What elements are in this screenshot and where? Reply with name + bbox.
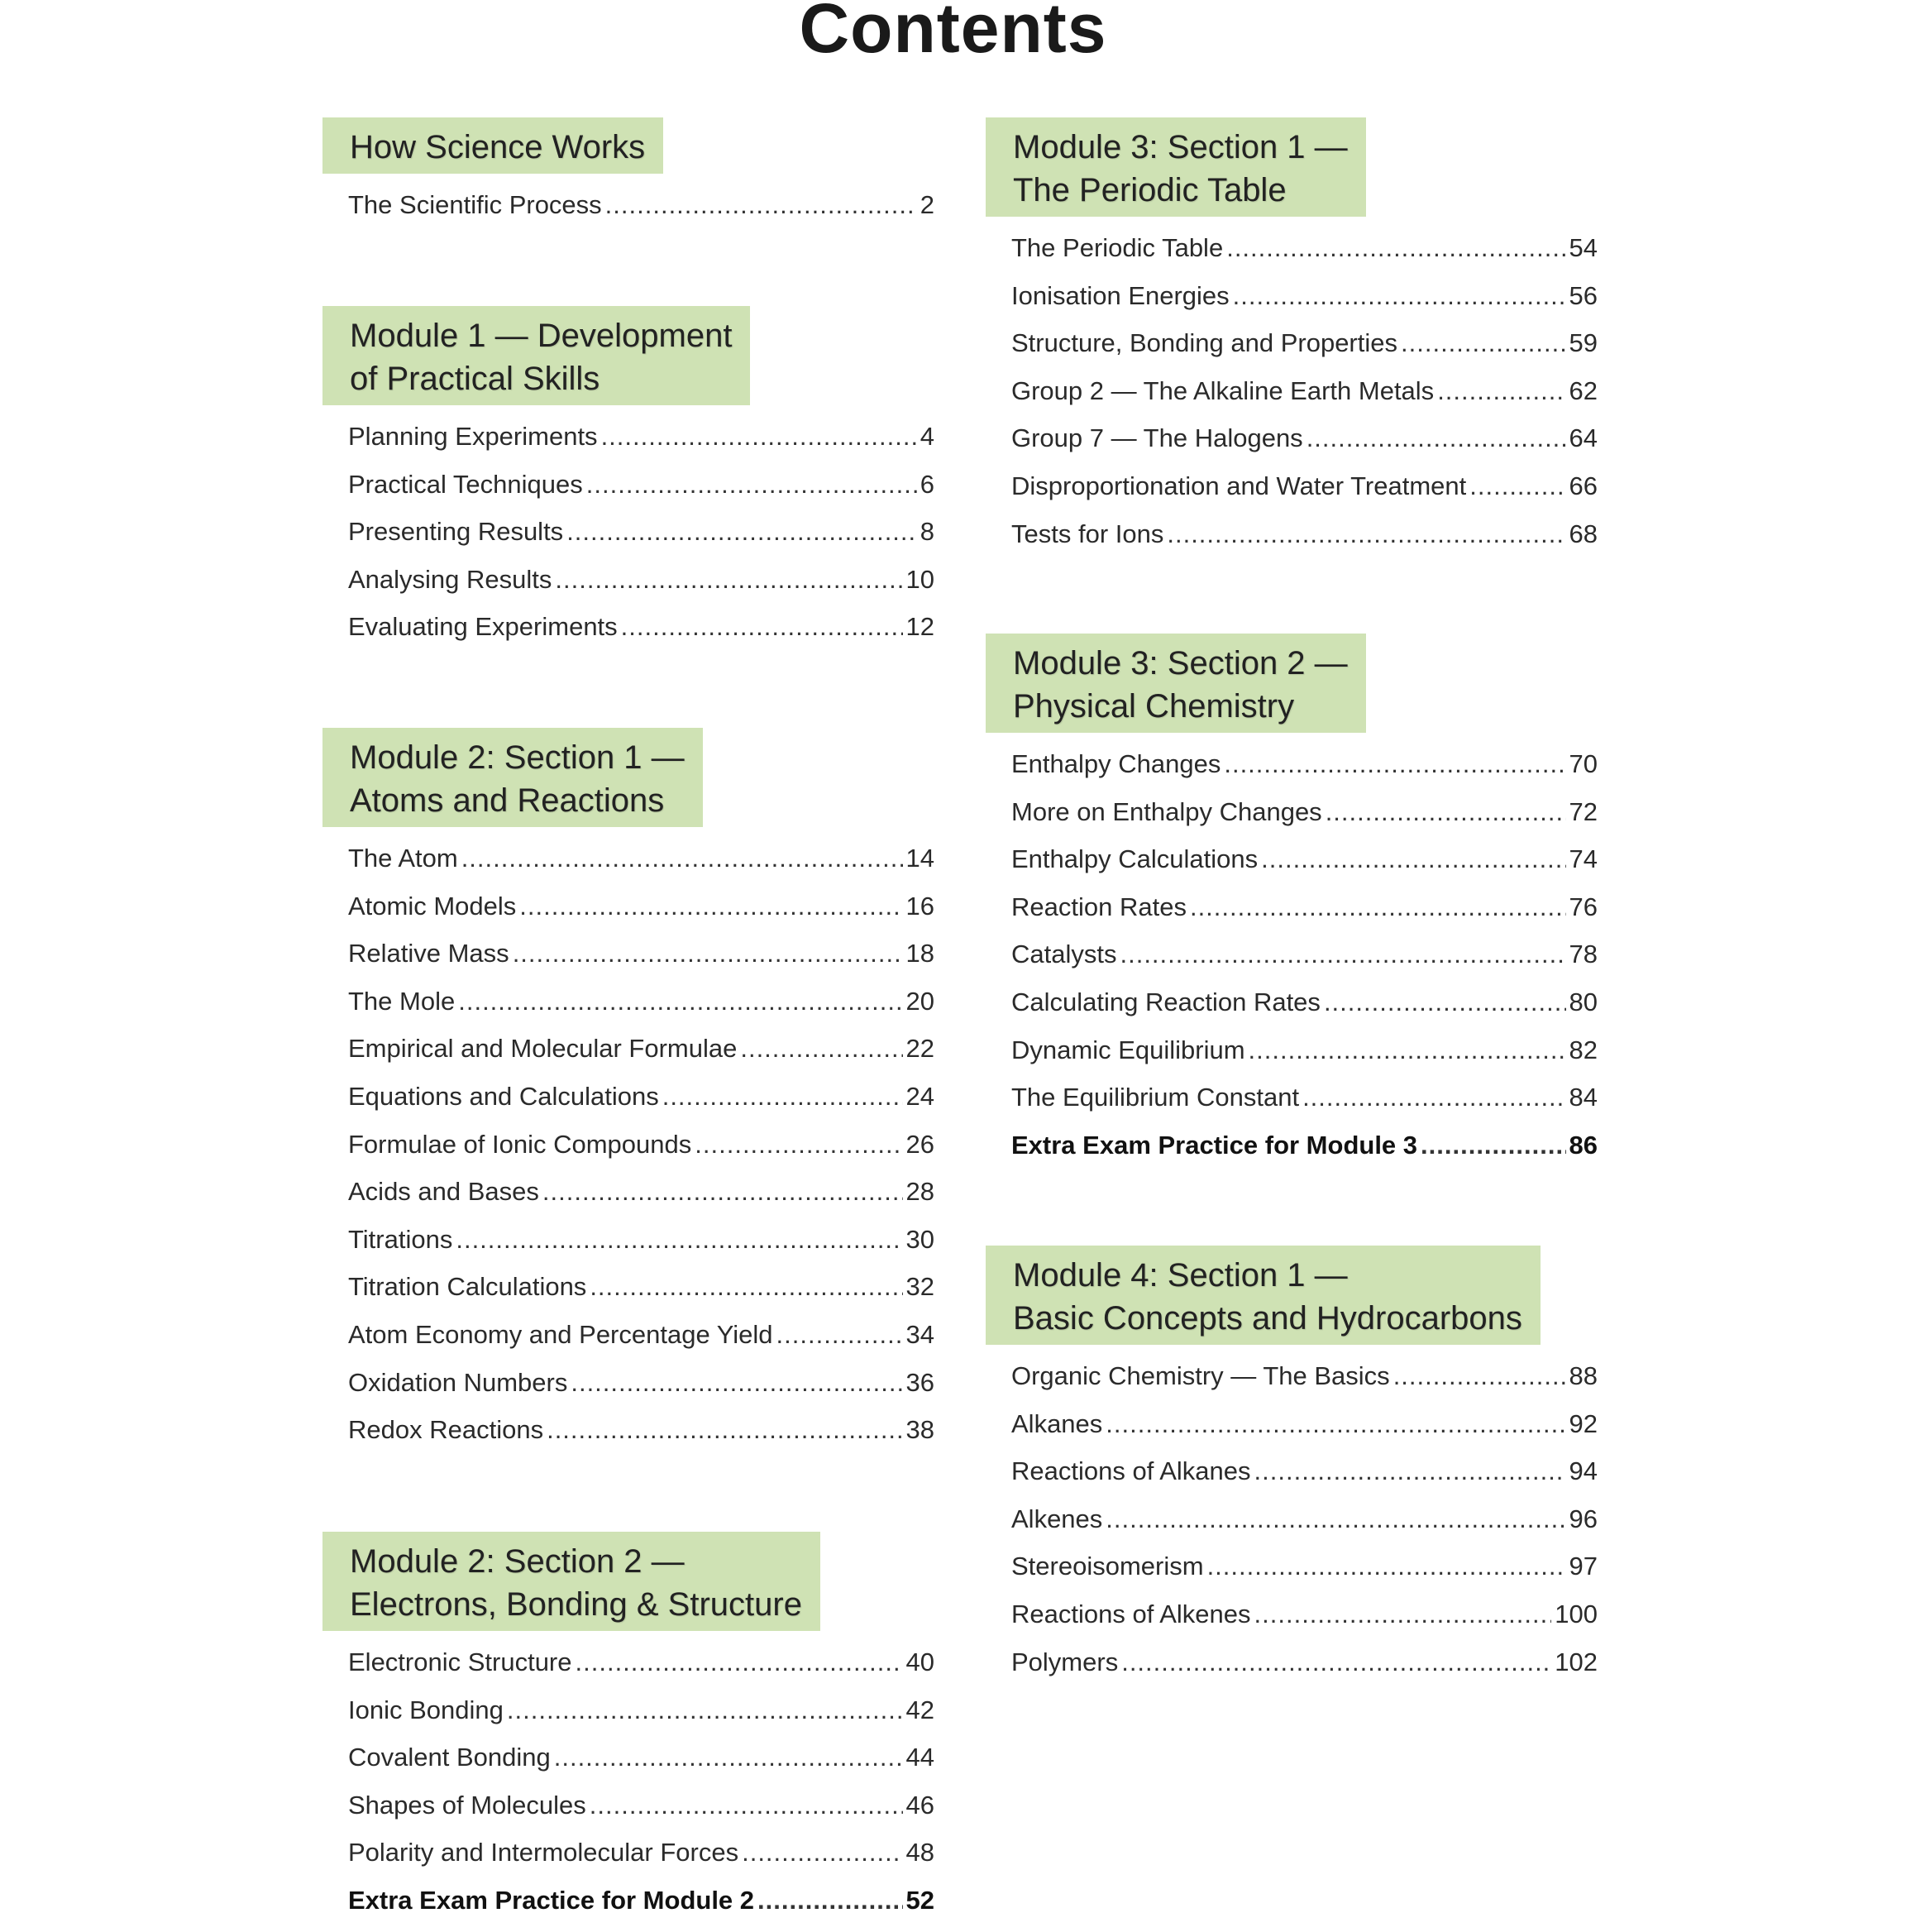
- toc-entry: [348, 842, 934, 890]
- toc-entry-title: Enthalpy Calculations: [1011, 844, 1259, 874]
- dot-leader: [590, 1270, 902, 1303]
- section-heading-line: Module 3: Section 1 —: [1013, 129, 1348, 165]
- toc-entry-title: The Equilibrium Constant: [1011, 1083, 1300, 1112]
- dot-leader: [566, 515, 917, 548]
- toc-entry: [1011, 1455, 1598, 1503]
- dot-leader: [1324, 986, 1566, 1019]
- toc-entry-title: Dynamic Equilibrium: [1011, 1035, 1245, 1064]
- toc-entry-page: 52: [905, 1885, 934, 1915]
- toc-entry: [1011, 280, 1598, 328]
- dot-leader: [740, 1032, 902, 1065]
- toc-entry-page: 80: [1569, 987, 1598, 1016]
- toc-entry-title: Oxidation Numbers: [348, 1367, 568, 1397]
- toc-entry-title: Titration Calculations: [348, 1272, 587, 1302]
- toc-entry-title: The Periodic Table: [1011, 233, 1224, 262]
- toc-entry-page: 4: [920, 422, 934, 451]
- toc-entry-title: Reactions of Alkanes: [1011, 1456, 1251, 1486]
- toc-entry-page: 78: [1569, 940, 1598, 969]
- toc-entry-title: Organic Chemistry — The Basics: [1011, 1361, 1390, 1390]
- dot-leader: [1224, 748, 1565, 781]
- toc-entry-title: Acids and Bases: [348, 1177, 539, 1207]
- toc-entry-title: Alkenes: [1011, 1504, 1103, 1533]
- toc-entry: [348, 468, 934, 516]
- toc-entry: [348, 1884, 934, 1932]
- toc-entry-title: Evaluating Experiments: [348, 612, 618, 642]
- toc-entry-title: Shapes of Molecules: [348, 1790, 586, 1820]
- toc-entry-page: 38: [905, 1415, 934, 1445]
- toc-entry-page: 20: [905, 986, 934, 1016]
- dot-leader: [1469, 470, 1565, 503]
- toc-entry-title: Atomic Models: [348, 891, 517, 921]
- toc-entry-page: 32: [905, 1272, 934, 1302]
- toc-entry-page: 54: [1569, 233, 1598, 262]
- toc-entry-page: 46: [905, 1790, 934, 1820]
- toc-entry: [1011, 748, 1598, 796]
- toc-entry: [348, 1080, 934, 1128]
- section-heading-line: Physical Chemistry: [1013, 688, 1295, 724]
- section-heading-line: of Practical Skills: [350, 361, 600, 397]
- toc-entry-page: 92: [1569, 1408, 1598, 1438]
- toc-entry-title: Alkanes: [1011, 1408, 1103, 1438]
- dot-leader: [519, 890, 902, 923]
- toc-entry: [1011, 1408, 1598, 1456]
- toc-entry-page: 16: [905, 891, 934, 921]
- toc-entry-page: 10: [905, 564, 934, 594]
- toc-entry-title: Polymers: [1011, 1647, 1119, 1676]
- toc-entry: [348, 1175, 934, 1223]
- toc-entry-title: Titrations: [348, 1224, 453, 1254]
- section-heading-line: Basic Concepts and Hydrocarbons: [1013, 1300, 1522, 1337]
- section-module-1-development-of-practical-skills: [322, 306, 934, 658]
- toc-entry-list: [986, 1360, 1598, 1693]
- toc-entry: [1011, 843, 1598, 891]
- toc-entry: [1011, 518, 1598, 566]
- dot-leader: [695, 1128, 902, 1161]
- toc-entry-title: More on Enthalpy Changes: [1011, 796, 1322, 826]
- toc-entry-title: Ionic Bonding: [348, 1695, 504, 1724]
- toc-entry-page: 72: [1569, 796, 1598, 826]
- toc-entry-list: [322, 189, 934, 237]
- toc-entry-title: Polarity and Intermolecular Forces: [348, 1838, 739, 1867]
- toc-entry-page: 48: [905, 1838, 934, 1867]
- toc-entry: [1011, 986, 1598, 1034]
- toc-entry-page: 97: [1569, 1552, 1598, 1581]
- toc-entry: [348, 1694, 934, 1742]
- section-heading-line: How Science Works: [350, 129, 646, 165]
- toc-entry: [1011, 375, 1598, 423]
- toc-entry-page: 6: [920, 469, 934, 499]
- section-heading: [986, 1246, 1541, 1345]
- section-heading-line: The Periodic Table: [1013, 172, 1287, 208]
- toc-entry-title: Extra Exam Practice for Module 2: [348, 1885, 755, 1915]
- dot-leader: [1401, 327, 1566, 360]
- page-title: Contents: [799, 0, 1107, 67]
- dot-leader: [605, 189, 917, 222]
- section-heading: [986, 634, 1366, 733]
- section-heading-line: Module 2: Section 1 —: [350, 739, 685, 776]
- dot-leader: [542, 1175, 903, 1208]
- toc-entry-list: [986, 748, 1598, 1176]
- toc-entry: [1011, 938, 1598, 986]
- section-heading-line: Atoms and Reactions: [350, 782, 665, 819]
- toc-entry-title: Analysing Results: [348, 564, 552, 594]
- dot-leader: [1254, 1598, 1552, 1631]
- section-heading-line: Module 2: Section 2 —: [350, 1543, 685, 1580]
- dot-leader: [1254, 1455, 1566, 1488]
- toc-entry: [348, 1270, 934, 1318]
- toc-entry-page: 14: [905, 844, 934, 873]
- toc-entry-title: Reactions of Alkenes: [1011, 1599, 1251, 1628]
- toc-entry: [348, 1836, 934, 1884]
- dot-leader: [458, 985, 902, 1018]
- toc-entry-title: Stereoisomerism: [1011, 1552, 1204, 1581]
- dot-leader: [1207, 1550, 1566, 1583]
- toc-entry-page: 56: [1569, 280, 1598, 310]
- dot-leader: [576, 1646, 903, 1679]
- toc-entry-page: 74: [1569, 844, 1598, 874]
- dot-leader: [554, 1741, 903, 1774]
- toc-entry-title: Tests for Ions: [1011, 519, 1164, 548]
- toc-entry-page: 24: [905, 1081, 934, 1111]
- toc-entry-page: 44: [905, 1743, 934, 1772]
- dot-leader: [1302, 1081, 1565, 1114]
- toc-entry: [1011, 891, 1598, 939]
- toc-entry-page: 76: [1569, 892, 1598, 921]
- dot-leader: [742, 1836, 902, 1869]
- toc-entry-title: The Scientific Process: [348, 190, 602, 219]
- toc-entry-title: Extra Exam Practice for Module 3: [1011, 1130, 1418, 1160]
- toc-entry-title: Reaction Rates: [1011, 892, 1187, 921]
- toc-entry: [348, 1318, 934, 1366]
- toc-entry-title: Electronic Structure: [348, 1647, 572, 1676]
- toc-entry-title: Group 2 — The Alkaline Earth Metals: [1011, 375, 1435, 405]
- toc-entry: [348, 420, 934, 468]
- toc-entry-page: 94: [1569, 1456, 1598, 1486]
- dot-leader: [662, 1080, 903, 1113]
- dot-leader: [1326, 796, 1566, 829]
- toc-entry-page: 86: [1569, 1130, 1598, 1160]
- toc-entry-title: Planning Experiments: [348, 422, 598, 451]
- toc-entry: [348, 1366, 934, 1414]
- toc-entry-page: 66: [1569, 471, 1598, 500]
- toc-entry-title: The Atom: [348, 844, 458, 873]
- section-module-2-section-1-atoms-and-reactions: [322, 728, 934, 1461]
- dot-leader: [1249, 1034, 1566, 1067]
- toc-entry-page: 102: [1555, 1647, 1598, 1676]
- section-module-4-section-1-basic-concepts-and-hydrocarbons: [986, 1246, 1598, 1693]
- section-module-3-section-2-physical-chemistry: [986, 634, 1598, 1176]
- toc-entry-page: 8: [920, 517, 934, 547]
- toc-entry: [1011, 1646, 1598, 1694]
- dot-leader: [601, 420, 917, 453]
- dot-leader: [586, 468, 917, 501]
- toc-entry-title: Calculating Reaction Rates: [1011, 987, 1321, 1016]
- toc-entry: [1011, 1129, 1598, 1177]
- toc-entry: [348, 189, 934, 237]
- toc-entry-title: Presenting Results: [348, 517, 564, 547]
- toc-entry-title: Covalent Bonding: [348, 1743, 551, 1772]
- toc-entry: [348, 1128, 934, 1176]
- section-heading: [986, 117, 1366, 217]
- section-heading: [322, 306, 750, 405]
- toc-entry-page: 88: [1569, 1361, 1598, 1390]
- section-heading-line: Module 4: Section 1 —: [1013, 1257, 1348, 1294]
- toc-entry: [348, 1789, 934, 1837]
- toc-entry: [1011, 1550, 1598, 1598]
- toc-entry-title: Empirical and Molecular Formulae: [348, 1034, 738, 1064]
- dot-leader: [1167, 518, 1565, 551]
- toc-entry-page: 82: [1569, 1035, 1598, 1064]
- section-heading-line: Module 3: Section 2 —: [1013, 645, 1348, 681]
- dot-leader: [1121, 1646, 1551, 1679]
- toc-entry: [348, 610, 934, 658]
- toc-entry: [1011, 1598, 1598, 1646]
- dot-leader: [1393, 1360, 1566, 1393]
- toc-entry: [348, 890, 934, 938]
- dot-leader: [1226, 232, 1565, 265]
- toc-entry-title: Formulae of Ionic Compounds: [348, 1129, 692, 1159]
- dot-leader: [1421, 1129, 1565, 1162]
- toc-entry-title: The Mole: [348, 986, 456, 1016]
- toc-entry-title: Redox Reactions: [348, 1415, 544, 1445]
- toc-entry-page: 100: [1555, 1599, 1598, 1628]
- dot-leader: [590, 1789, 903, 1822]
- toc-entry: [1011, 1081, 1598, 1129]
- dot-leader: [547, 1413, 902, 1447]
- section-heading: [322, 117, 663, 174]
- toc-entry-page: 84: [1569, 1083, 1598, 1112]
- toc-entry-title: Atom Economy and Percentage Yield: [348, 1319, 773, 1349]
- toc-entry-page: 18: [905, 939, 934, 968]
- section-heading: [322, 728, 703, 827]
- section-how-science-works: [322, 117, 934, 237]
- toc-entry: [1011, 327, 1598, 375]
- toc-entry: [348, 985, 934, 1033]
- toc-entry-page: 64: [1569, 423, 1598, 453]
- dot-leader: [1261, 843, 1565, 876]
- section-module-2-section-2-electrons-bonding-structure: [322, 1532, 934, 1932]
- toc-entry: [348, 563, 934, 611]
- toc-entry: [1011, 232, 1598, 280]
- toc-entry: [1011, 796, 1598, 844]
- toc-entry: [348, 515, 934, 563]
- toc-entry-page: 62: [1569, 375, 1598, 405]
- dot-leader: [1437, 375, 1565, 408]
- toc-entry-title: Relative Mass: [348, 939, 509, 968]
- toc-entry: [348, 1646, 934, 1694]
- section-heading-line: Module 1 — Development: [350, 318, 733, 354]
- toc-entry-page: 96: [1569, 1504, 1598, 1533]
- toc-entry-title: Equations and Calculations: [348, 1081, 659, 1111]
- dot-leader: [1106, 1503, 1565, 1536]
- toc-entry-page: 42: [905, 1695, 934, 1724]
- toc-entry-page: 34: [905, 1319, 934, 1349]
- toc-entry-title: Enthalpy Changes: [1011, 749, 1221, 778]
- toc-entry-page: 70: [1569, 749, 1598, 778]
- dot-leader: [1233, 280, 1566, 313]
- toc-entry-page: 2: [920, 190, 934, 219]
- section-module-3-section-1-the-periodic-table: [986, 117, 1598, 565]
- toc-entry: [1011, 1360, 1598, 1408]
- toc-entry: [1011, 470, 1598, 518]
- toc-entry-list: [322, 842, 934, 1461]
- toc-entry-title: Practical Techniques: [348, 469, 583, 499]
- toc-entry-list: [986, 232, 1598, 565]
- dot-leader: [1106, 1408, 1565, 1441]
- section-heading-line: Electrons, Bonding & Structure: [350, 1586, 802, 1623]
- toc-entry-list: [322, 1646, 934, 1932]
- toc-entry-page: 30: [905, 1224, 934, 1254]
- toc-entry: [348, 1413, 934, 1461]
- dot-leader: [461, 842, 903, 875]
- toc-entry: [348, 1032, 934, 1080]
- toc-entry-title: Group 7 — The Halogens: [1011, 423, 1303, 453]
- toc-entry-title: Disproportionation and Water Treatment: [1011, 471, 1467, 500]
- dot-leader: [1120, 938, 1565, 971]
- toc-entry-list: [322, 420, 934, 658]
- toc-entry: [348, 1741, 934, 1789]
- dot-leader: [621, 610, 903, 643]
- dot-leader: [757, 1884, 902, 1917]
- section-heading: [322, 1532, 820, 1631]
- toc-entry-page: 26: [905, 1129, 934, 1159]
- toc-entry: [1011, 422, 1598, 470]
- toc-entry-page: 68: [1569, 519, 1598, 548]
- toc-entry-page: 28: [905, 1177, 934, 1207]
- toc-entry-page: 22: [905, 1034, 934, 1064]
- toc-entry-title: Ionisation Energies: [1011, 280, 1230, 310]
- toc-entry-page: 40: [905, 1647, 934, 1676]
- toc-entry: [348, 1223, 934, 1271]
- toc-entry-title: Catalysts: [1011, 940, 1117, 969]
- toc-entry-title: Structure, Bonding and Properties: [1011, 328, 1397, 358]
- dot-leader: [776, 1318, 903, 1351]
- dot-leader: [456, 1223, 902, 1256]
- toc-entry: [348, 937, 934, 985]
- toc-entry: [1011, 1034, 1598, 1082]
- toc-entry-page: 36: [905, 1367, 934, 1397]
- dot-leader: [1190, 891, 1566, 924]
- dot-leader: [513, 937, 903, 970]
- dot-leader: [555, 563, 902, 596]
- dot-leader: [571, 1366, 902, 1399]
- toc-entry-page: 12: [905, 612, 934, 642]
- toc-entry: [1011, 1503, 1598, 1551]
- toc-entry-page: 59: [1569, 328, 1598, 358]
- dot-leader: [507, 1694, 903, 1727]
- dot-leader: [1306, 422, 1566, 455]
